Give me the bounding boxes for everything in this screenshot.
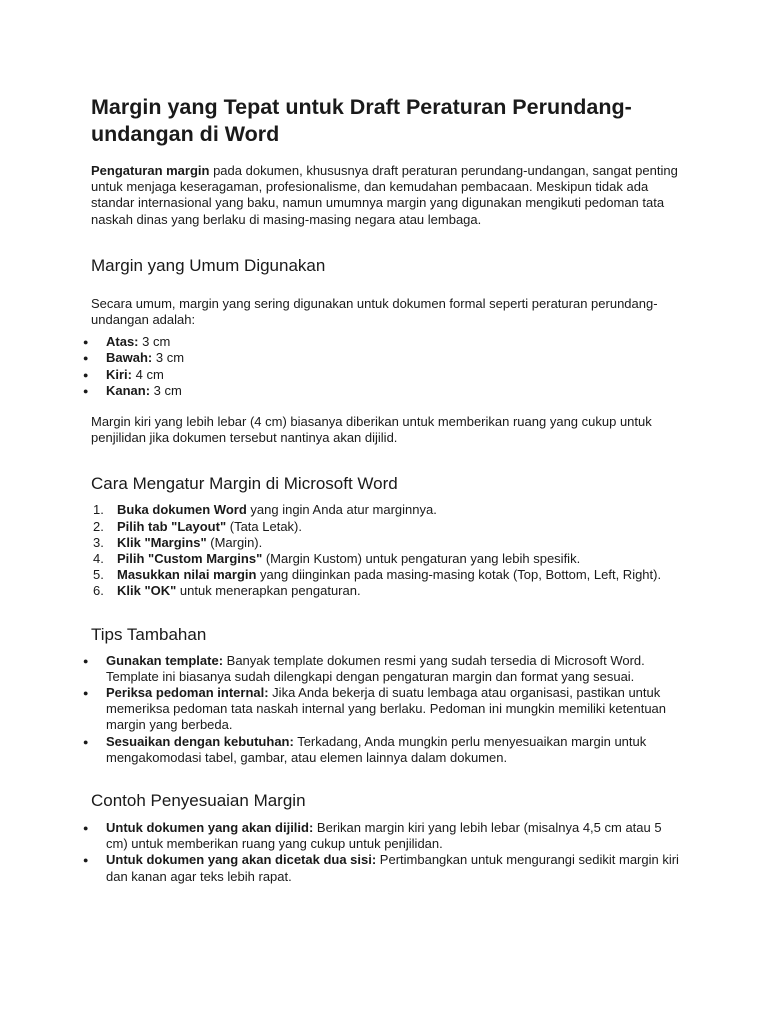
step-bold: Klik "Margins" [117,534,207,550]
heading-tips-tambahan: Tips Tambahan [91,624,207,644]
contoh-text: Berikan margin kiri yang lebih lebar (misalnya 4,5 cm atau 5 cm) untuk memberikan ruang yang cukup untuk penjilidan. [106,820,662,852]
tips-list [83,652,681,766]
step-text: yang diinginkan pada masing-masing kotak (Top, Bottom, Left, Right). [256,567,662,583]
paragraph-margin-kiri: Margin kiri yang lebih lebar (4 cm) biasanya diberikan untuk memberikan ruang yang cukup untuk penjilidan jika dokumen tersebut nantinya akan dijilid. [91,414,652,446]
list-item [91,535,681,551]
heading-contoh-penyesuaian: Contoh Penyesuaian Margin [91,791,306,811]
list-item [83,685,681,734]
step-text: (Margin Kustom) untuk pengaturan yang lebih spesifik. [262,551,581,567]
margin-list [83,334,681,399]
step-number: 1. [93,502,104,518]
step-text: (Tata Letak). [226,518,302,534]
bullet-icon: ● [83,736,89,747]
heading-cara-mengatur: Cara Mengatur Margin di Microsoft Word [91,474,398,494]
list-item [91,519,681,535]
margin-value: 3 cm [152,350,185,366]
bullet-icon: ● [83,688,89,699]
bullet-icon: ● [83,855,89,866]
step-number: 2. [93,518,104,534]
step-bold: Buka dokumen Word [117,502,247,518]
step-number: 3. [93,534,104,550]
margin-value: 3 cm [138,334,171,350]
paragraph-margin-umum: Secara umum, margin yang sering digunakan untuk dokumen formal seperti peraturan perundang-undangan adalah: [91,295,658,328]
list-item [83,852,681,884]
list-item [83,350,681,366]
list-item [91,583,681,599]
tip-text: Jika Anda bekerja di suatu lembaga atau organisasi, pastikan untuk memeriksa pedoman tata naskah internal yang berlaku. Pedoman ini mungkin memiliki ketentuan margin yang berbeda. [106,685,667,733]
intro-bold: Pengaturan margin [91,163,210,178]
tip-text: Terkadang, Anda mungkin perlu menyesuaikan margin untuk mengakomodasi tabel, gambar, atau elemen lainnya dalam dokumen. [106,733,647,765]
document-title: Margin yang Tepat untuk Draft Peraturan Perundang-undangan di Word [91,95,632,146]
bullet-icon: ● [83,823,89,834]
tip-text: Banyak template dokumen resmi yang sudah tersedia di Microsoft Word. Template ini biasanya sudah dilengkapi dengan pengaturan margin dan format yang sesuai. [106,652,645,684]
bullet-icon: ● [83,369,89,380]
step-bold: Pilih "Custom Margins" [117,551,263,567]
list-item [83,366,681,383]
step-bold: Klik "OK" [117,583,177,599]
list-item [83,733,681,766]
list-item [91,502,681,518]
intro-text: pada dokumen, khususnya draft peraturan perundang-undangan, sangat penting untuk menjaga keseragaman, profesionalisme, dan kemudahan pembacaan. Meskipun tidak ada standar internasional yang baku, namun umumnya margin yang digunakan mengikuti pedoman tata naskah dinas yang berlaku di masing-masing negara atau lembaga. [91,163,678,227]
margin-label: Bawah: [106,350,153,366]
margin-label: Atas: [106,334,139,350]
list-item [83,334,681,350]
tip-bold: Sesuaikan dengan kebutuhan: [106,733,294,749]
list-item [83,382,681,399]
intro-paragraph [91,163,681,228]
margin-label: Kanan: [106,382,151,398]
document-page [83,94,681,885]
contoh-list [83,820,681,885]
margin-value: 4 cm [132,366,164,382]
bullet-icon: ● [83,655,89,666]
margin-value: 3 cm [150,382,182,398]
step-bold: Pilih tab "Layout" [117,518,227,534]
step-text: untuk menerapkan pengaturan. [176,583,361,599]
steps-list [91,502,681,599]
list-item [83,652,681,685]
contoh-bold: Untuk dokumen yang akan dicetak dua sisi: [106,852,377,868]
contoh-bold: Untuk dokumen yang akan dijilid: [106,820,314,836]
bullet-icon: ● [83,385,89,396]
step-number: 4. [93,551,104,567]
tip-bold: Gunakan template: [106,652,224,668]
heading-margin-umum: Margin yang Umum Digunakan [91,255,326,275]
list-item [91,567,681,583]
step-text: (Margin). [206,534,263,550]
margin-label: Kiri: [106,366,132,382]
step-number: 6. [93,583,104,599]
step-bold: Masukkan nilai margin [117,567,257,583]
list-item [83,820,681,852]
tip-bold: Periksa pedoman internal: [106,685,269,701]
bullet-icon: ● [83,353,89,364]
step-text: yang ingin Anda atur marginnya. [246,502,437,518]
contoh-text: Pertimbangkan untuk mengurangi sedikit margin kiri dan kanan agar teks lebih rapat. [106,852,679,884]
step-number: 5. [93,567,104,583]
bullet-icon: ● [83,337,89,348]
list-item [91,551,681,567]
